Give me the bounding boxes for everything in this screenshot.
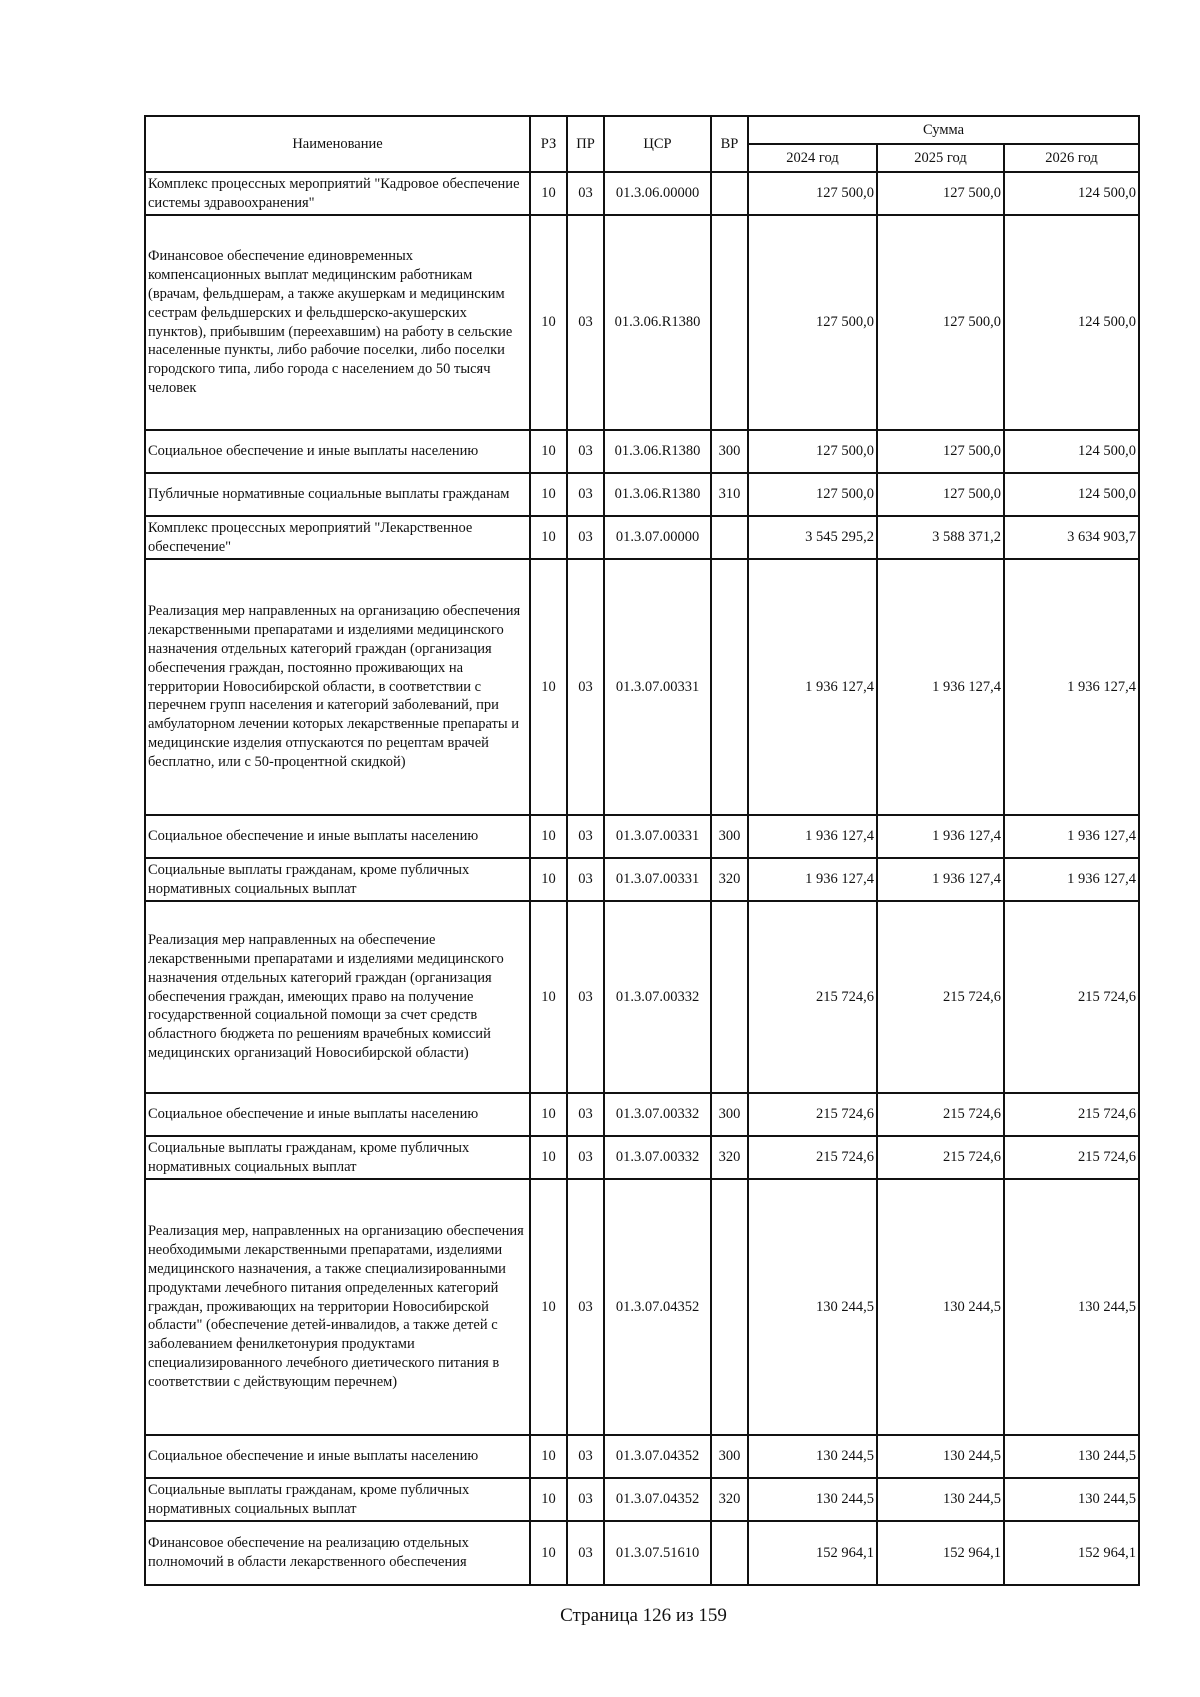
row-amount-2025: 3 588 371,2 xyxy=(877,516,1004,559)
row-pr: 03 xyxy=(567,516,604,559)
row-amount-2024: 3 545 295,2 xyxy=(748,516,877,559)
row-vr: 300 xyxy=(711,1093,748,1136)
row-csr: 01.3.07.04352 xyxy=(604,1179,711,1435)
row-amount-2026: 1 936 127,4 xyxy=(1004,559,1139,815)
table-row xyxy=(145,858,1139,901)
row-pr: 03 xyxy=(567,430,604,473)
header-pr: ПР xyxy=(567,116,604,172)
row-rz: 10 xyxy=(530,516,567,559)
row-rz: 10 xyxy=(530,559,567,815)
row-csr: 01.3.07.00331 xyxy=(604,815,711,858)
row-rz: 10 xyxy=(530,858,567,901)
header-csr: ЦСР xyxy=(604,116,711,172)
row-name: Социальное обеспечение и иные выплаты населению xyxy=(145,430,530,473)
row-name: Комплекс процессных мероприятий "Кадровое обеспечение системы здравоохранения" xyxy=(145,172,530,215)
row-csr: 01.3.07.00332 xyxy=(604,1136,711,1179)
row-amount-2026: 3 634 903,7 xyxy=(1004,516,1139,559)
row-amount-2024: 127 500,0 xyxy=(748,215,877,430)
row-amount-2025: 130 244,5 xyxy=(877,1179,1004,1435)
row-csr: 01.3.07.00000 xyxy=(604,516,711,559)
row-amount-2026: 124 500,0 xyxy=(1004,172,1139,215)
header-vr: ВР xyxy=(711,116,748,172)
row-amount-2024: 1 936 127,4 xyxy=(748,858,877,901)
row-pr: 03 xyxy=(567,858,604,901)
row-name: Социальное обеспечение и иные выплаты населению xyxy=(145,1435,530,1478)
row-pr: 03 xyxy=(567,473,604,516)
row-name: Социальное обеспечение и иные выплаты населению xyxy=(145,815,530,858)
row-name: Реализация мер направленных на организацию обеспечения лекарственными препаратами и изделиями медицинского назначения отдельных категорий граждан (организация обеспечения граждан, постоянно проживающих на территории Новосибирской области, в соответствии с перечнем групп населения и категорий заболеваний, при амбулаторном лечении которых лекарственные препараты и медицинские изделия отпускаются по рецептам врачей бесплатно, или с 50-процентной скидкой) xyxy=(145,559,530,815)
row-csr: 01.3.07.00331 xyxy=(604,559,711,815)
row-csr: 01.3.07.00331 xyxy=(604,858,711,901)
header-year-2024: 2024 год xyxy=(748,144,877,172)
row-pr: 03 xyxy=(567,559,604,815)
row-name: Социальные выплаты гражданам, кроме публичных нормативных социальных выплат xyxy=(145,858,530,901)
table-row xyxy=(145,1521,1139,1585)
row-name: Публичные нормативные социальные выплаты гражданам xyxy=(145,473,530,516)
table-row xyxy=(145,516,1139,559)
header-year-2025: 2025 год xyxy=(877,144,1004,172)
row-csr: 01.3.07.04352 xyxy=(604,1435,711,1478)
row-rz: 10 xyxy=(530,473,567,516)
row-name: Финансовое обеспечение единовременных компенсационных выплат медицинским работникам (врачам, фельдшерам, а также акушеркам и медицинским сестрам фельдшерских и фельдшерско-акушерских пунктов), прибывшим (переехавшим) на работу в сельские населенные пункты, либо рабочие поселки, либо поселки городского типа, либо города с населением до 50 тысяч человек xyxy=(145,215,530,430)
row-amount-2024: 127 500,0 xyxy=(748,172,877,215)
table-row xyxy=(145,1093,1139,1136)
row-pr: 03 xyxy=(567,172,604,215)
row-name: Социальное обеспечение и иные выплаты населению xyxy=(145,1093,530,1136)
row-amount-2024: 1 936 127,4 xyxy=(748,815,877,858)
row-amount-2024: 1 936 127,4 xyxy=(748,559,877,815)
row-vr: 300 xyxy=(711,430,748,473)
table-row xyxy=(145,1179,1139,1435)
row-pr: 03 xyxy=(567,901,604,1093)
row-vr: 320 xyxy=(711,858,748,901)
row-amount-2025: 215 724,6 xyxy=(877,1093,1004,1136)
row-amount-2026: 1 936 127,4 xyxy=(1004,815,1139,858)
row-rz: 10 xyxy=(530,1179,567,1435)
row-rz: 10 xyxy=(530,215,567,430)
row-amount-2026: 130 244,5 xyxy=(1004,1179,1139,1435)
row-vr xyxy=(711,1179,748,1435)
row-name: Финансовое обеспечение на реализацию отдельных полномочий в области лекарственного обеспечения xyxy=(145,1521,530,1585)
header-sum: Сумма xyxy=(748,116,1139,144)
row-vr xyxy=(711,172,748,215)
header-name: Наименование xyxy=(145,116,530,172)
row-amount-2026: 130 244,5 xyxy=(1004,1478,1139,1521)
row-vr xyxy=(711,1521,748,1585)
row-amount-2024: 127 500,0 xyxy=(748,473,877,516)
table-row xyxy=(145,901,1139,1093)
row-csr: 01.3.06.R1380 xyxy=(604,430,711,473)
row-amount-2026: 130 244,5 xyxy=(1004,1435,1139,1478)
row-vr: 310 xyxy=(711,473,748,516)
row-vr xyxy=(711,901,748,1093)
table-body xyxy=(145,172,1139,1585)
row-vr xyxy=(711,215,748,430)
row-amount-2025: 127 500,0 xyxy=(877,430,1004,473)
table-row xyxy=(145,172,1139,215)
row-amount-2024: 130 244,5 xyxy=(748,1435,877,1478)
row-csr: 01.3.07.00332 xyxy=(604,1093,711,1136)
row-amount-2024: 215 724,6 xyxy=(748,1136,877,1179)
row-name: Реализация мер направленных на обеспечение лекарственными препаратами и изделиями медицинского назначения отдельных категорий граждан (организация обеспечения граждан, имеющих право на получение государственной социальной помощи за счет средств областного бюджета по решениям врачебных комиссий медицинских организаций Новосибирской области) xyxy=(145,901,530,1093)
row-csr: 01.3.07.04352 xyxy=(604,1478,711,1521)
row-amount-2024: 127 500,0 xyxy=(748,430,877,473)
row-amount-2024: 130 244,5 xyxy=(748,1478,877,1521)
budget-table xyxy=(144,115,1140,1586)
table-row xyxy=(145,1136,1139,1179)
row-pr: 03 xyxy=(567,1093,604,1136)
row-pr: 03 xyxy=(567,815,604,858)
row-amount-2026: 124 500,0 xyxy=(1004,430,1139,473)
row-amount-2026: 124 500,0 xyxy=(1004,473,1139,516)
row-rz: 10 xyxy=(530,172,567,215)
row-amount-2025: 127 500,0 xyxy=(877,172,1004,215)
row-vr: 300 xyxy=(711,815,748,858)
row-csr: 01.3.06.00000 xyxy=(604,172,711,215)
row-name: Комплекс процессных мероприятий "Лекарственное обеспечение" xyxy=(145,516,530,559)
row-pr: 03 xyxy=(567,1179,604,1435)
row-amount-2025: 127 500,0 xyxy=(877,215,1004,430)
row-pr: 03 xyxy=(567,215,604,430)
row-amount-2024: 130 244,5 xyxy=(748,1179,877,1435)
row-amount-2025: 130 244,5 xyxy=(877,1435,1004,1478)
table-row xyxy=(145,473,1139,516)
row-amount-2026: 152 964,1 xyxy=(1004,1521,1139,1585)
row-amount-2025: 215 724,6 xyxy=(877,1136,1004,1179)
row-pr: 03 xyxy=(567,1521,604,1585)
table-row xyxy=(145,215,1139,430)
row-amount-2025: 130 244,5 xyxy=(877,1478,1004,1521)
table-row xyxy=(145,559,1139,815)
row-rz: 10 xyxy=(530,1136,567,1179)
row-pr: 03 xyxy=(567,1478,604,1521)
row-amount-2025: 1 936 127,4 xyxy=(877,559,1004,815)
row-vr xyxy=(711,559,748,815)
row-name: Реализация мер, направленных на организацию обеспечения необходимыми лекарственными препаратами, изделиями медицинского назначения, а также специализированными продуктами лечебного питания определенных категорий граждан, проживающих на территории Новосибирской области" (обеспечение детей-инвалидов, а также детей с заболеванием фенилкетонурия продуктами специализированного лечебного диетического питания в соответствии с действующим перечнем) xyxy=(145,1179,530,1435)
table-row xyxy=(145,1478,1139,1521)
row-vr xyxy=(711,516,748,559)
page-number: Страница 126 из 159 xyxy=(560,1605,727,1626)
row-rz: 10 xyxy=(530,1435,567,1478)
row-csr: 01.3.06.R1380 xyxy=(604,473,711,516)
row-pr: 03 xyxy=(567,1435,604,1478)
row-name: Социальные выплаты гражданам, кроме публичных нормативных социальных выплат xyxy=(145,1478,530,1521)
row-csr: 01.3.07.51610 xyxy=(604,1521,711,1585)
row-rz: 10 xyxy=(530,430,567,473)
header-year-2026: 2026 год xyxy=(1004,144,1139,172)
row-amount-2024: 215 724,6 xyxy=(748,901,877,1093)
row-amount-2025: 152 964,1 xyxy=(877,1521,1004,1585)
row-amount-2025: 127 500,0 xyxy=(877,473,1004,516)
row-pr: 03 xyxy=(567,1136,604,1179)
header-rz: РЗ xyxy=(530,116,567,172)
row-csr: 01.3.06.R1380 xyxy=(604,215,711,430)
row-amount-2025: 215 724,6 xyxy=(877,901,1004,1093)
row-csr: 01.3.07.00332 xyxy=(604,901,711,1093)
table-row xyxy=(145,815,1139,858)
row-vr: 320 xyxy=(711,1478,748,1521)
row-amount-2024: 152 964,1 xyxy=(748,1521,877,1585)
row-amount-2025: 1 936 127,4 xyxy=(877,858,1004,901)
row-rz: 10 xyxy=(530,1521,567,1585)
row-vr: 320 xyxy=(711,1136,748,1179)
row-amount-2025: 1 936 127,4 xyxy=(877,815,1004,858)
row-name: Социальные выплаты гражданам, кроме публичных нормативных социальных выплат xyxy=(145,1136,530,1179)
row-amount-2026: 215 724,6 xyxy=(1004,1136,1139,1179)
row-amount-2026: 1 936 127,4 xyxy=(1004,858,1139,901)
row-amount-2026: 215 724,6 xyxy=(1004,901,1139,1093)
row-rz: 10 xyxy=(530,1093,567,1136)
row-amount-2026: 124 500,0 xyxy=(1004,215,1139,430)
row-amount-2024: 215 724,6 xyxy=(748,1093,877,1136)
table-row xyxy=(145,430,1139,473)
row-rz: 10 xyxy=(530,901,567,1093)
row-vr: 300 xyxy=(711,1435,748,1478)
row-amount-2026: 215 724,6 xyxy=(1004,1093,1139,1136)
row-rz: 10 xyxy=(530,1478,567,1521)
table-row xyxy=(145,1435,1139,1478)
row-rz: 10 xyxy=(530,815,567,858)
